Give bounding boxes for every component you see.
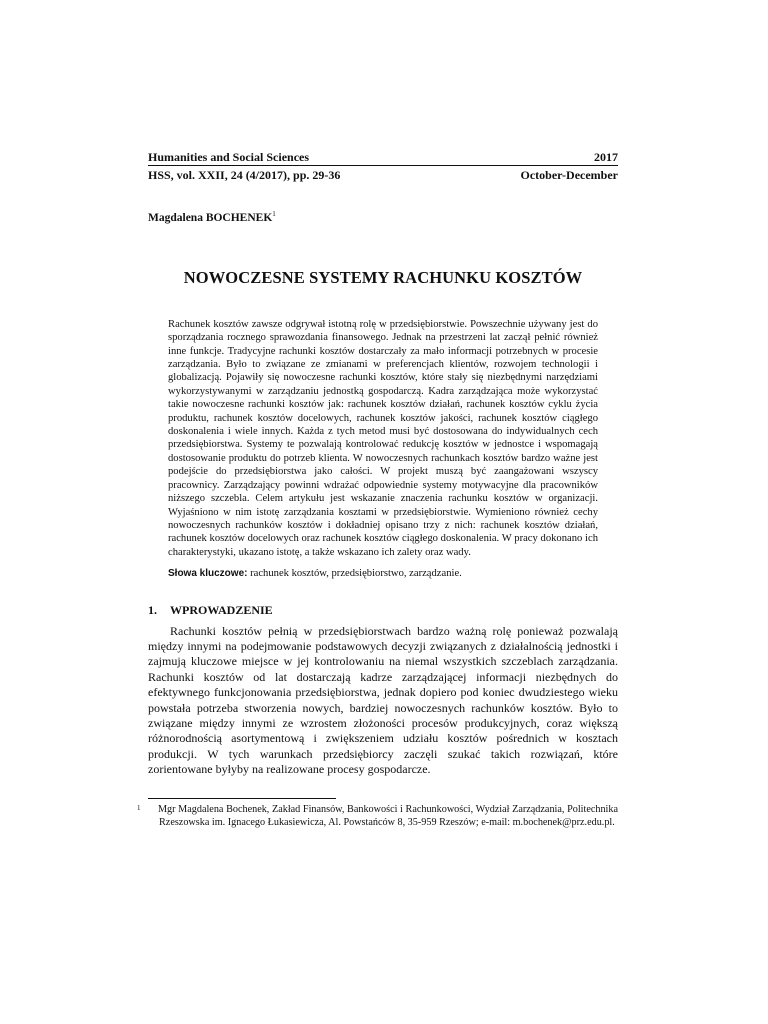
footnote-text: Mgr Magdalena Bochenek, Zakład Finansów, Bankowości i Rachunkowości, Wydział Zarządzania, Politechnika Rzeszowska im. Ignacego Łukasiewicza, Al. Powstańców 8, 35-959 Rzeszów; e-mail: m.bochenek@prz.edu.pl. <box>158 804 618 828</box>
author <box>148 210 618 224</box>
journal-header <box>148 150 618 166</box>
keywords-value: rachunek kosztów, przedsiębiorstwo, zarządzanie. <box>247 568 462 580</box>
abstract: Rachunek kosztów zawsze odgrywał istotną rolę w przedsiębiorstwie. Powszechnie używany jest do sporządzania rocznego sprawozdania finansowego. Jednak na przestrzeni lat zaczął pełnić również inne funkcje. Tradycyjne rachunki kosztów dostarczały za mało informacji potrzebnych w procesie zarządzania. Było to związane ze zmianami w preferencjach klientów, rozwojem technologii i globalizacją. Pojawiły się nowoczesne rachunki kosztów, które stały się niezbędnymi narzędziami wykorzystywanymi w zarządzaniu jednostką gospodarczą. Kadra zarządzająca może wykorzystać takie nowoczesne rachunki kosztów jak: rachunek kosztów działań, rachunek kosztów cyklu życia produktu, rachunek kosztów docelowych, rachunek kosztów jakości, rachunek kosztów ciągłego doskonalenia i wiele innych. Każda z tych metod musi być dostosowana do indywidualnych cech przedsiębiorstwa. Systemy te pozwalają kontrolować redukcję kosztów w jednostce i wspomagają dostosowanie produktu do potrzeb klienta. W nowoczesnych rachunkach kosztów bardzo ważne jest podejście do przedsiębiorstwa jako całości. W projekt muszą być zaangażowani wszyscy pracownicy. Zarządzający powinni wdrażać odpowiednie systemy motywacyjne dla pracowników niższego szczebla. Celem artykułu jest wskazanie znaczenia rachunku kosztów w organizacji. Wyjaśniono w nim istotę zarządzania kosztami w przedsiębiorstwie. Wymieniono również cechy nowoczesnych rachunków kosztów i dokładniej opisano trzy z nich: rachunek kosztów działań, rachunek kosztów docelowych oraz rachunek kosztów ciągłego doskonalenia. W pracy dokonano ich charakterystyki, ukazano istotę, a także wskazano ich zalety oraz wady. <box>168 318 598 558</box>
keywords-label: Słowa kluczowe: <box>168 568 248 580</box>
footnote <box>137 803 618 829</box>
journal-volume: HSS, vol. XXII, 24 (4/2017), pp. 29-36 <box>148 168 341 182</box>
section-heading <box>148 603 618 618</box>
keywords <box>168 567 598 580</box>
section-title: WPROWADZENIE <box>170 602 273 617</box>
footnote-divider <box>148 798 336 799</box>
journal-name: Humanities and Social Sciences <box>148 150 310 164</box>
journal-year: 2017 <box>594 150 618 164</box>
section-number: 1. <box>148 602 157 617</box>
article-page <box>148 150 618 778</box>
journal-period: October-December <box>520 168 618 182</box>
author-footnote-mark: 1 <box>272 210 276 218</box>
article-title: NOWOCZESNE SYSTEMY RACHUNKU KOSZTÓW <box>183 267 583 287</box>
author-name: Magdalena BOCHENEK <box>148 211 273 224</box>
footnote-mark: 1 <box>137 804 141 812</box>
section-body: Rachunki kosztów pełnią w przedsiębiorstwach bardzo ważną rolę ponieważ pozwalają między innymi na podejmowanie podstawowych decyzji związanych z działalnością jednostki i zajmują kluczowe miejsce w jej kontrolowaniu na niemal wszystkich szczeblach zarządzania. Rachunki kosztów od lat dostarczają kadrze zarządzającej informacji niezbędnych do efektywnego funkcjonowania przedsiębiorstwa, jednak dopiero pod koniec dwudziestego wieku powstała potrzeba stworzenia nowych, bardziej nowoczesnych rachunków kosztów. Było to związane między innymi ze wzrostem złożoności procesów produkcyjnych, coraz większą różnorodnością asortymentową i zwiększeniem udziału kosztów pośrednich w kosztach produkcji. W tych warunkach przedsiębiorcy zaczęli szukać takich rozwiązań, które zorientowane byłyby na realizowane procesy gospodarcze. <box>148 623 618 777</box>
journal-subheader <box>148 168 618 182</box>
